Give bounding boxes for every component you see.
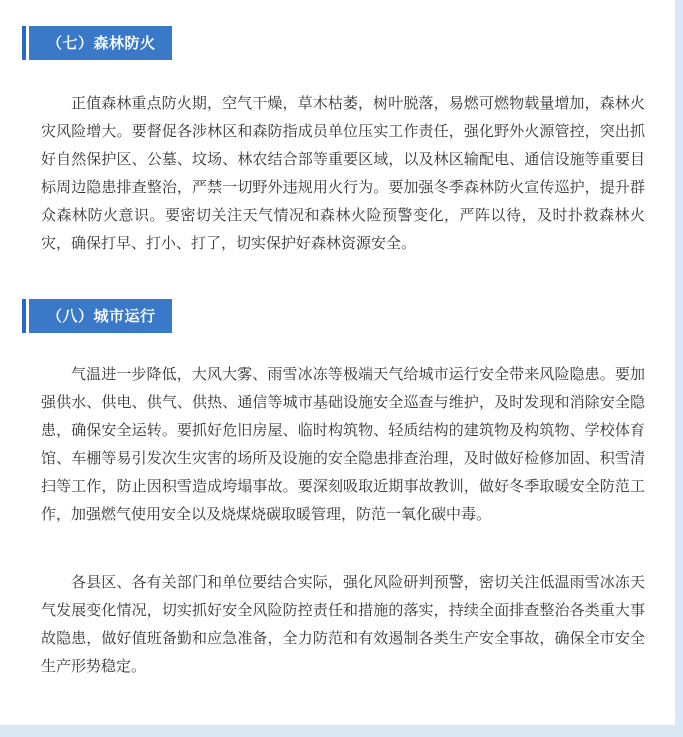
section-heading-label: （八）城市运行 (29, 299, 172, 333)
section-heading-city-operation (22, 299, 172, 333)
section-paragraph-forest-fire: 正值森林重点防火期，空气干燥，草木枯萎，树叶脱落，易燃可燃物载量增加，森林火灾风险增大。要督促各涉林区和森防指成员单位压实工作责任，强化野外火源管控，突出抓好自然保护区、公墓、坟场、林农结合部等重要区域，以及林区输配电、通信设施等重要目标周边隐患排查整治，严禁一切野外违规用火行为。要加强冬季森林防火宣传巡护，提升群众森林防火意识。要密切关注天气情况和森林火险预警变化，严阵以待，及时扑救森林火灾，确保打早、打小、打了，切实保护好森林资源安全。 (41, 94, 645, 252)
closing-paragraph: 各县区、各有关部门和单位要结合实际，强化风险研判预警，密切关注低温雨雪冰冻天气发展变化情况，切实抓好安全风险防控责任和措施的落实，持续全面排查整治各类重大事故隐患，做好值班备勤和应急准备，全力防范和有效遏制各类生产安全事故，确保全市安全生产形势稳定。 (41, 573, 645, 675)
section-heading-forest-fire (22, 26, 172, 60)
section-heading-label: （七）森林防火 (29, 26, 172, 60)
section-paragraph-city-operation: 气温进一步降低，大风大雾、雨雪冰冻等极端天气给城市运行安全带来风险隐患。要加强供水、供电、供气、供热、通信等城市基础设施安全巡查与维护，及时发现和消除安全隐患，确保安全运转。要抓好危旧房屋、临时构筑物、轻质结构的建筑物及构筑物、学校体育馆、车棚等易引发次生灾害的场所及设施的安全隐患排查治理，及时做好检修加固、积雪清扫等工作，防止因积雪造成垮塌事故。要深刻吸取近期事故教训，做好冬季取暖安全防范工作，加强燃气使用安全以及烧煤烧碳取暖管理，防范一氧化碳中毒。 (41, 365, 645, 523)
